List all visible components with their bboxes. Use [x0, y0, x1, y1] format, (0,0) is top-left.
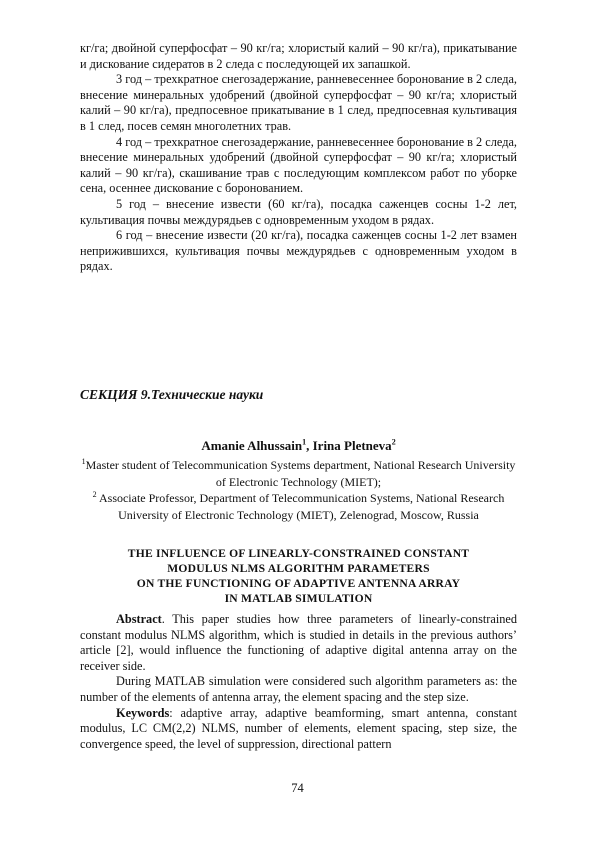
title-line-1: THE INFLUENCE OF LINEARLY-CONSTRAINED CONSTANT	[127, 547, 470, 560]
author-2-name: Irina Pletneva	[312, 438, 392, 453]
affiliation-1	[80, 457, 517, 490]
authors-line	[80, 438, 517, 454]
top-text-block	[80, 41, 517, 275]
affiliation-1-text: Master student of Telecommunication Systems department, National Research University of Electronic Technology (MIET);	[85, 458, 516, 489]
paper-title	[80, 546, 517, 606]
affiliation-1-sup: 1	[81, 457, 86, 466]
abstract-paragraph	[80, 612, 517, 674]
keywords-label: Keywords	[116, 705, 170, 720]
abstract-block	[80, 612, 517, 752]
paragraph-year-4: 4 год – трехкратное снегозадержание, ранневесеннее боронование в 2 следа, внесение минеральных удобрений (двойной суперфосфат – 90 кг/га; хлористый калий – 90 кг/га), скашивание трав с последующим комплексом работ по уборке сена, осеннее дискование с боронованием.	[80, 134, 517, 196]
paragraph-continuation: кг/га; двойной суперфосфат – 90 кг/га; хлористый калий – 90 кг/га), прикатывание и дискование сидератов в 2 следа с последующей их запашкой.	[80, 41, 517, 71]
paragraph-year-5: 5 год – внесение извести (60 кг/га), посадка саженцев сосны 1-2 лет, культивация почвы междурядьев с одновременным уходом в рядах.	[80, 196, 517, 227]
keywords-text: : adaptive array, adaptive beamforming, smart antenna, constant modulus, LC CM(2,2) NLMS, number of elements, element spacing, step size, the convergence speed, the level of suppression, directional pattern	[80, 705, 517, 751]
page-number: 74	[291, 781, 304, 795]
abstract-paragraph-2: During MATLAB simulation were considered such algorithm parameters as: the number of the elements of antenna array, the element spacing and the step size.	[80, 674, 517, 704]
section-heading: СЕКЦИЯ 9.Технические науки	[80, 387, 264, 402]
author-1-name: Amanie Alhussain	[201, 438, 303, 453]
affiliation-2-text: Associate Professor, Department of Telecommunication Systems, National Research University of Electronic Technology (MIET), Zelenograd, Moscow, Russia	[96, 491, 505, 522]
keywords-paragraph	[80, 706, 517, 753]
affiliation-2-sup: 2	[92, 490, 97, 499]
author-separator: ,	[306, 438, 313, 453]
paragraph-year-3: 3 год – трехкратное снегозадержание, ранневесеннее боронование в 2 следа, внесение минеральных удобрений (двойной суперфосфат – 90 кг/га; хлористый калий – 90 кг/га), предпосевное прикатывание в 1 след, предпосевная культивация в 1 след, посев семян многолетних трав.	[80, 72, 517, 133]
author-1-sup: 1	[302, 437, 307, 447]
author-2-sup: 2	[391, 437, 396, 447]
abstract-text: . This paper studies how three parameters of linearly-constrained constant modulus NLMS algorithm, which is studied in details in the previous authors’ article [2], would influence the functioning of adaptive digital antenna array on the receiver side.	[80, 612, 517, 673]
title-line-4: IN MATLAB SIMULATION	[224, 592, 373, 605]
affiliation-2	[80, 490, 517, 523]
title-line-2: MODULUS NLMS ALGORITHM PARAMETERS	[167, 562, 430, 575]
title-line-3: ON THE FUNCTIONING OF ADAPTIVE ANTENNA ARRAY	[136, 577, 461, 590]
abstract-label: Abstract	[116, 612, 162, 626]
paragraph-year-6: 6 год – внесение извести (20 кг/га), посадка саженцев сосны 1-2 лет взамен неприжившихся, культивация почвы междурядьев с одновременным уходом в рядах.	[80, 228, 517, 274]
